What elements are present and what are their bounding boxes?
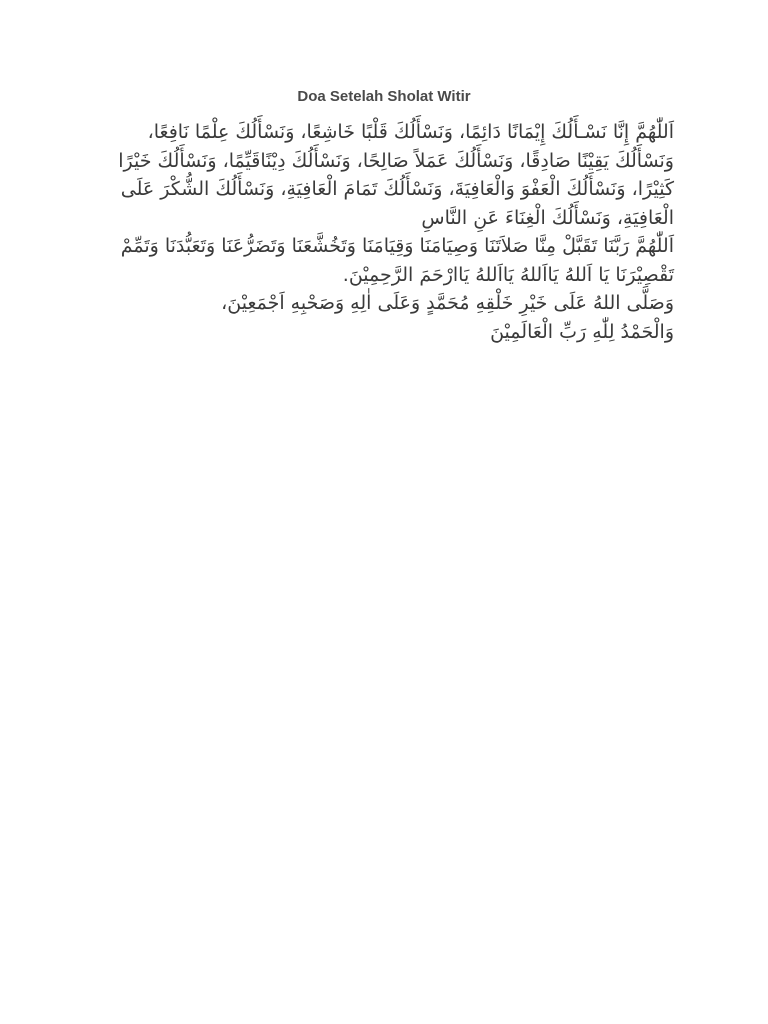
paragraph-prayer-request: اَللّٰهُمَّ إِنَّا نَسْـأَلُكَ إِيْمَانًا دَائِمًا، وَنَسْأَلُكَ قَلْبًا خَاشِعًا، وَنَسْأَلُكَ عِلْمًا نَافِعًا، وَنَسْأَلُكَ يَقِيْنًا صَادِقًا، وَنَسْأَلُكَ عَمَلاً صَالِحًا، وَنَسْأَلُكَ دِيْنًاقَيِّمًا، وَنَسْأَلُكَ خَيْرًا كَثِيْرًا، وَنَسْأَلُكَ الْعَفْوَ وَالْعَافِيَةَ، وَنَسْأَلُكَ تَمَامَ الْعَافِيَةِ، وَنَسْأَلُكَ الشُّكْرَ عَلَى الْعَافِيَةِ، وَنَسْأَلُكَ الْغِنَاءَ عَنِ النَّاسِ [118,121,674,229]
paragraph-hamdalah: وَالْحَمْدُ لِلّٰهِ رَبِّ الْعَالَمِيْنَ [490,320,674,343]
paragraph-prayer-acceptance: اَللّٰهُمَّ رَبَّنَا تَقَبَّلْ مِنَّا صَلاَتَنَا وَصِيَامَنَا وَقِيَامَنَا وَتَخُشَّعَنَا وَتَضَرُّعَنَا وَتَعَبُّدَنَا وَتَمِّمْ تَقْصِيْرَنَا يَا اَللهُ يَااَللهُ يَااَللهُ يَاارْحَمَ الرَّحِمِيْنَ. [120,235,674,286]
document-body [96,118,674,346]
document-title: Doa Setelah Sholat Witir [297,88,471,105]
paragraph-salawat: وَصَلَّى اللهُ عَلَى خَيْرِ خَلْقِهِ مُحَمَّدٍ وَعَلَى اٰلِهِ وَصَحْبِهِ اَجْمَعِيْنَ، [221,292,674,314]
